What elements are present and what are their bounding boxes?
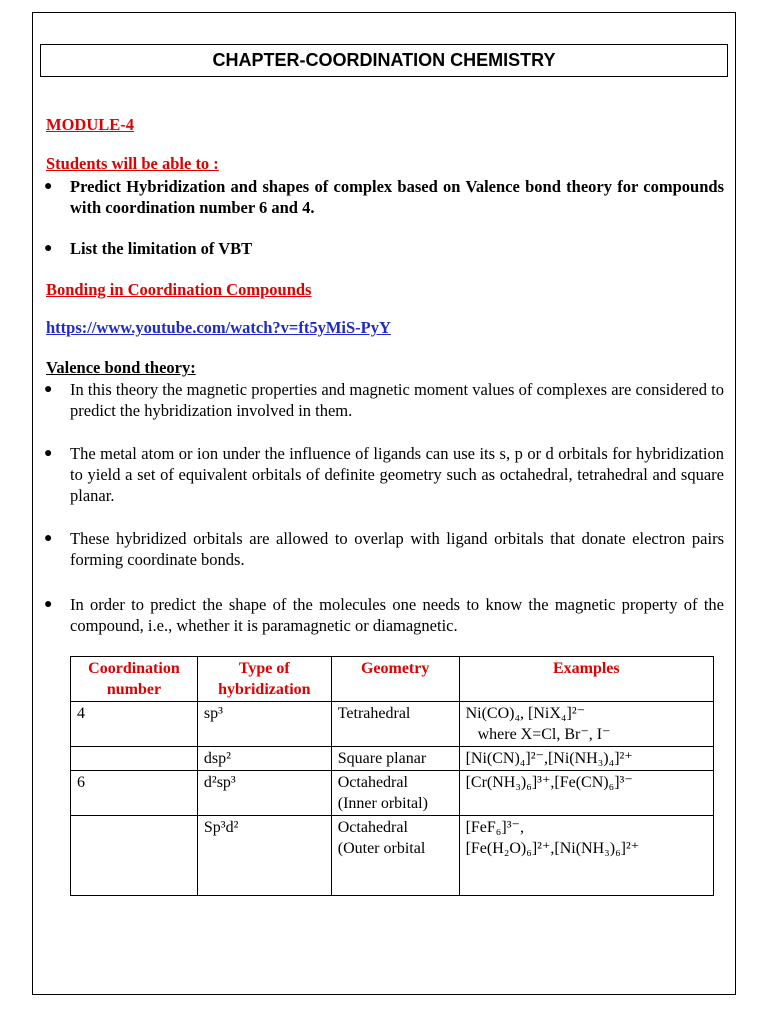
vbt-point-text: These hybridized orbitals are allowed to overlap with ligand orbitals that donate electron pairs forming coordinate bonds. — [70, 529, 724, 569]
table-header-row — [71, 657, 714, 702]
bullet-icon: ● — [44, 446, 53, 461]
bonding-heading: Bonding in Coordination Compounds — [46, 280, 312, 299]
geometry-line: (Outer orbital — [337, 840, 426, 857]
chapter-title: CHAPTER-COORDINATION CHEMISTRY — [40, 44, 728, 77]
vbt-point — [44, 594, 724, 636]
bullet-icon: ● — [44, 597, 53, 612]
bullet-icon: ● — [44, 531, 53, 546]
geometry-line: (Inner orbital) — [337, 795, 428, 812]
cell-examples — [459, 702, 713, 747]
header-hybridization-type: Type of hybridization — [197, 657, 331, 702]
header-examples: Examples — [459, 657, 713, 702]
bullet-icon: ● — [44, 241, 53, 256]
bullet-icon: ● — [44, 382, 53, 397]
hybridization-table — [70, 656, 714, 896]
cell-geometry — [331, 816, 459, 896]
table-row — [71, 747, 714, 771]
cell-hybridization: dsp² — [197, 747, 331, 771]
vbt-point-text: In order to predict the shape of the molecules one needs to know the magnetic property of the compound, i.e., whether it is paramagnetic or diamagnetic. — [70, 595, 724, 635]
cell-geometry: Tetrahedral — [331, 702, 459, 747]
example-line: [Fe(H₂O)₆]²⁺,[Ni(NH₃)₆]²⁺ — [465, 840, 640, 857]
example-line: [FeF₆]³⁻, — [465, 819, 524, 836]
bullet-icon: ● — [44, 179, 53, 194]
cell-examples: [Ni(CN)₄]²⁻,[Ni(NH₃)₄]²⁺ — [459, 747, 713, 771]
vbt-point — [44, 528, 724, 570]
cell-coordination-number — [71, 747, 198, 771]
module-heading: MODULE-4 — [46, 115, 134, 134]
header-geometry: Geometry — [331, 657, 459, 702]
table-row — [71, 816, 714, 896]
cell-geometry — [331, 771, 459, 816]
cell-hybridization: d²sp³ — [197, 771, 331, 816]
header-coordination-number: Coordination number — [71, 657, 198, 702]
cell-coordination-number — [71, 816, 198, 896]
table-row — [71, 702, 714, 747]
youtube-link[interactable]: https://www.youtube.com/watch?v=ft5yMiS-PyY — [46, 318, 391, 337]
vbt-point — [44, 443, 724, 506]
geometry-line: Octahedral — [337, 774, 408, 791]
cell-hybridization: Sp³d² — [197, 816, 331, 896]
cell-examples: [Cr(NH₃)₆]³⁺,[Fe(CN)₆]³⁻ — [459, 771, 713, 816]
vbt-point-text: The metal atom or ion under the influence of ligands can use its s, p or d orbitals for hybridization to yield a set of equivalent orbitals of definite geometry such as octahedral, tetrahedral and square planar. — [70, 444, 724, 505]
geometry-line: Octahedral — [337, 819, 408, 836]
cell-coordination-number: 6 — [71, 771, 198, 816]
cell-hybridization: sp³ — [197, 702, 331, 747]
vbt-point-text: In this theory the magnetic properties and magnetic moment values of complexes are considered to predict the hybridization involved in them. — [70, 380, 724, 420]
students-heading: Students will be able to : — [46, 154, 219, 173]
cell-examples — [459, 816, 713, 896]
objective-item — [44, 176, 724, 218]
cell-geometry: Square planar — [331, 747, 459, 771]
objective-text: Predict Hybridization and shapes of complex based on Valence bond theory for compounds with coordination number 6 and 4. — [70, 177, 724, 217]
example-line: where X=Cl, Br⁻, I⁻ — [477, 726, 611, 743]
objective-item — [44, 238, 724, 259]
vbt-point — [44, 379, 724, 421]
table-row — [71, 771, 714, 816]
vbt-heading: Valence bond theory: — [46, 358, 196, 377]
objective-text: List the limitation of VBT — [70, 239, 253, 258]
cell-coordination-number: 4 — [71, 702, 198, 747]
example-line: Ni(CO)₄, [NiX₄]²⁻ — [465, 705, 586, 722]
